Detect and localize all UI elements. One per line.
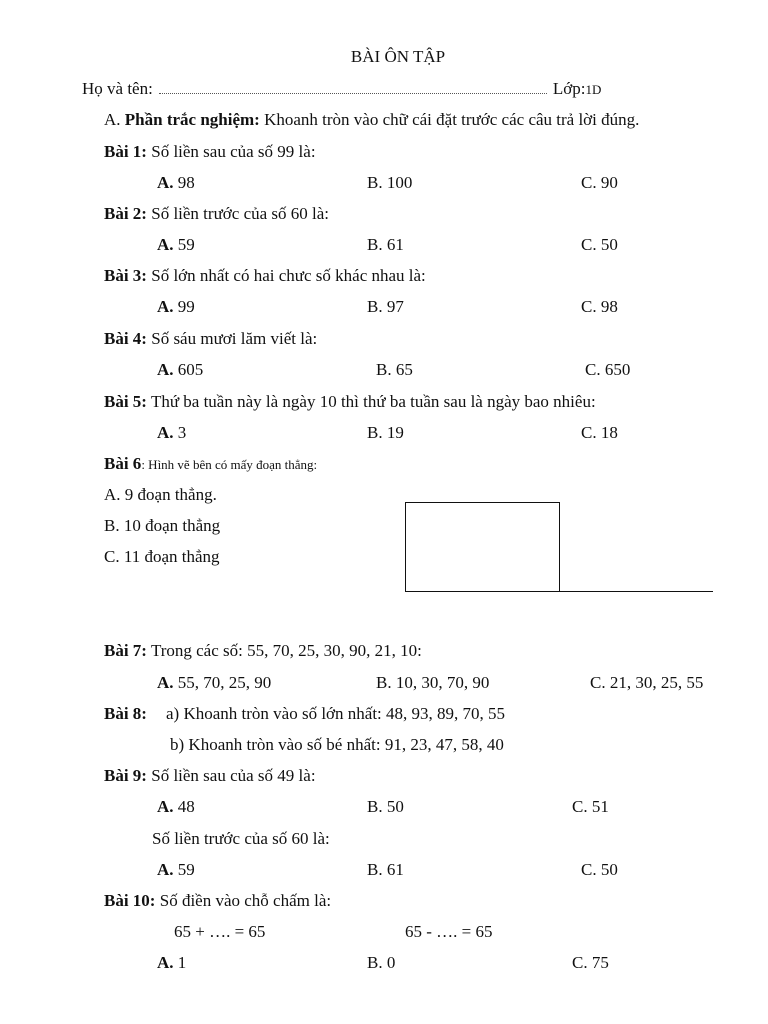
option-a <box>157 860 195 880</box>
question-label: Bài 8: <box>104 704 147 723</box>
option-a <box>157 235 195 255</box>
option-a <box>157 423 186 443</box>
question-label: Bài 2: <box>104 204 147 223</box>
option-a <box>157 797 195 817</box>
question-9 <box>104 766 316 786</box>
option-c: C. 11 đoạn thẳng <box>104 547 220 566</box>
option-c: C. 21, 30, 25, 55 <box>590 673 704 692</box>
option-letter: A. <box>157 360 174 379</box>
option-c: C. 50 <box>581 860 618 879</box>
section-a-instruction <box>104 110 639 130</box>
name-label: Họ và tên: <box>82 79 153 98</box>
option-c: C. 51 <box>572 797 609 816</box>
option-a <box>157 173 195 193</box>
option-letter: A. <box>157 673 174 692</box>
question-8-part-a: a) Khoanh tròn vào số lớn nhất: 48, 93, 89, 70, 55 <box>166 704 506 723</box>
question-label: Bài 9: <box>104 766 147 785</box>
question-5 <box>104 392 596 412</box>
question-text: Số liền sau của số 49 là: <box>151 766 316 785</box>
equation-1: 65 + …. = 65 <box>174 922 266 941</box>
option-letter: A. <box>157 797 174 816</box>
question-8-part-b: b) Khoanh tròn vào số bé nhất: 91, 23, 47, 58, 40 <box>170 735 504 754</box>
question-label: Bài 6 <box>104 454 142 473</box>
section-a-text: Khoanh tròn vào chữ cái đặt trước các câu trả lời đúng. <box>264 110 640 129</box>
student-info-row <box>82 79 601 100</box>
option-b: B. 65 <box>376 360 413 379</box>
option-a: A. 9 đoạn thẳng. <box>104 485 217 504</box>
question-2 <box>104 204 329 224</box>
option-a <box>157 673 271 693</box>
option-value: 1 <box>177 953 187 972</box>
question-8 <box>104 704 147 724</box>
question-text: Số sáu mươi lăm viết là: <box>151 329 318 348</box>
option-value: 59 <box>177 860 195 879</box>
question-text: Số liền sau của số 99 là: <box>151 142 316 161</box>
option-a <box>157 953 186 973</box>
option-value: 55, 70, 25, 90 <box>177 673 272 692</box>
question-7 <box>104 641 422 661</box>
option-value: 98 <box>177 173 195 192</box>
line-segment-figure-square <box>405 502 560 592</box>
question-text: Số điền vào chỗ chấm là: <box>159 891 332 910</box>
option-letter: A. <box>157 423 174 442</box>
option-b: B. 10, 30, 70, 90 <box>376 673 490 692</box>
question-text: Trong các số: 55, 70, 25, 30, 90, 21, 10: <box>150 641 422 660</box>
option-b: B. 61 <box>367 860 404 879</box>
option-value: 99 <box>177 297 195 316</box>
option-b: B. 10 đoạn thẳng <box>104 516 221 535</box>
question-3 <box>104 266 426 286</box>
equation-2: 65 - …. = 65 <box>405 922 493 941</box>
section-a-heading: Phần trắc nghiệm: <box>124 110 260 129</box>
option-a <box>157 297 195 317</box>
option-c: C. 98 <box>581 297 618 316</box>
question-text: Số lớn nhất có hai chưc số khác nhau là: <box>151 266 426 285</box>
question-label: Bài 4: <box>104 329 147 348</box>
question-1 <box>104 142 316 162</box>
option-c: C. 75 <box>572 953 609 972</box>
option-value: 48 <box>177 797 195 816</box>
question-label: Bài 7: <box>104 641 147 660</box>
question-text: Số liền trước của số 60 là: <box>151 204 330 223</box>
question-text: : Hình vẽ bên có mấy đoạn thẳng: <box>141 457 318 472</box>
line-segment-figure-base <box>405 591 713 592</box>
class-label: Lớp: <box>552 79 586 98</box>
option-a <box>157 360 203 380</box>
option-b: B. 100 <box>367 173 413 192</box>
option-b: B. 19 <box>367 423 404 442</box>
option-letter: A. <box>157 235 174 254</box>
option-letter: A. <box>157 953 174 972</box>
page-title: BÀI ÔN TẬP <box>350 47 446 66</box>
option-b: B. 50 <box>367 797 404 816</box>
option-c: C. 18 <box>581 423 618 442</box>
section-a-prefix: A. <box>104 110 121 129</box>
name-blank <box>159 81 547 94</box>
option-letter: A. <box>157 173 174 192</box>
option-letter: A. <box>157 860 174 879</box>
question-6 <box>104 454 317 475</box>
option-c: C. 650 <box>585 360 631 379</box>
question-9-second: Số liền trước của số 60 là: <box>152 829 330 848</box>
option-value: 3 <box>177 423 187 442</box>
option-value: 605 <box>177 360 204 379</box>
question-label: Bài 5: <box>104 392 147 411</box>
option-c: C. 90 <box>581 173 618 192</box>
option-c: C. 50 <box>581 235 618 254</box>
question-label: Bài 3: <box>104 266 147 285</box>
option-value: 59 <box>177 235 195 254</box>
question-text: Thứ ba tuần này là ngày 10 thì thứ ba tuần sau là ngày bao nhiêu: <box>150 392 596 411</box>
question-4 <box>104 329 317 349</box>
question-label: Bài 10: <box>104 891 156 910</box>
question-label: Bài 1: <box>104 142 147 161</box>
option-b: B. 97 <box>367 297 404 316</box>
class-value: 1D <box>585 82 602 97</box>
question-10 <box>104 891 331 911</box>
option-b: B. 61 <box>367 235 404 254</box>
option-letter: A. <box>157 297 174 316</box>
option-b: B. 0 <box>367 953 396 972</box>
